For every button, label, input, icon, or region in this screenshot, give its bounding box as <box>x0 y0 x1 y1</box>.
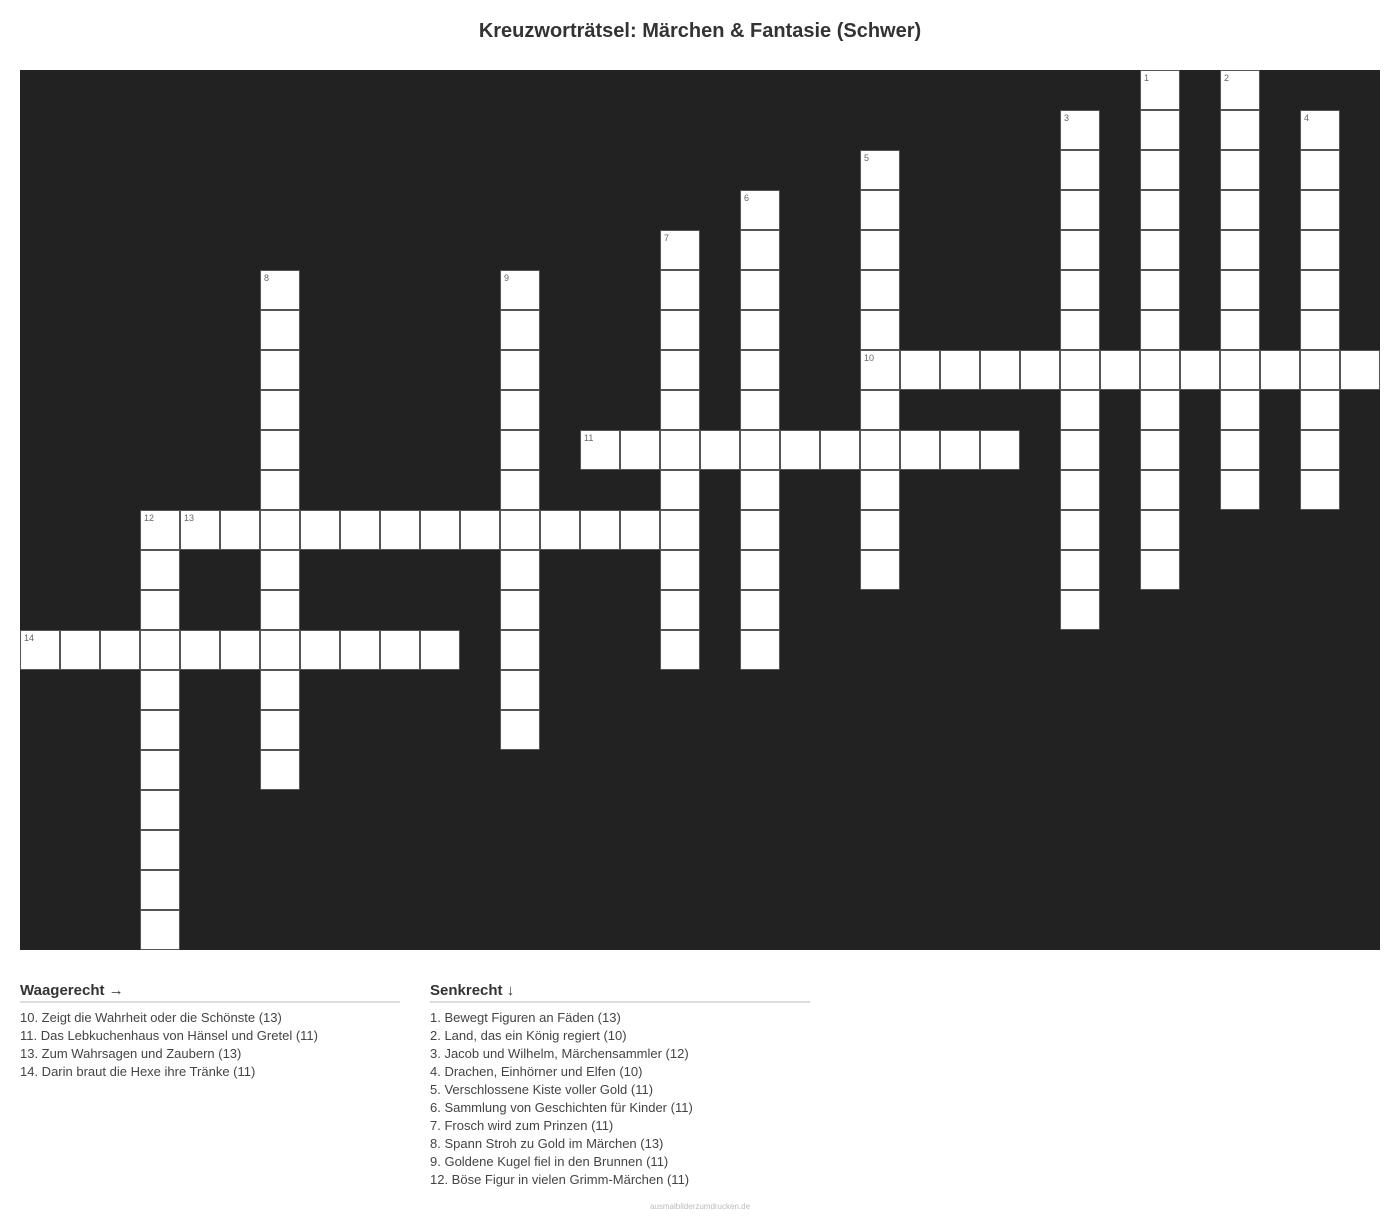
grid-cell[interactable] <box>860 430 900 470</box>
grid-cell[interactable] <box>660 470 700 510</box>
clue-number: 7 <box>664 233 670 243</box>
grid-cell[interactable] <box>1220 70 1260 110</box>
grid-cell[interactable] <box>500 350 540 390</box>
grid-cell[interactable] <box>660 430 700 470</box>
grid-cell[interactable] <box>1220 150 1260 190</box>
clue-item: 1. Bewegt Figuren an Fäden (13) <box>430 1010 621 1025</box>
grid-cell[interactable] <box>1060 110 1100 150</box>
clue-item: 11. Das Lebkuchenhaus von Hänsel und Gretel (11) <box>20 1028 318 1043</box>
grid-cell[interactable] <box>580 510 620 550</box>
grid-cell[interactable] <box>1140 550 1180 590</box>
grid-cell[interactable] <box>1220 190 1260 230</box>
grid-cell[interactable] <box>740 630 780 670</box>
grid-cell[interactable] <box>300 630 340 670</box>
clues-across-section <box>20 982 400 1081</box>
grid-cell[interactable] <box>1060 270 1100 310</box>
grid-cell[interactable] <box>1140 70 1180 110</box>
grid-cell[interactable] <box>1140 430 1180 470</box>
grid-cell[interactable] <box>620 510 660 550</box>
grid-cell[interactable] <box>1140 510 1180 550</box>
clue-item: 12. Böse Figur in vielen Grimm-Märchen (11) <box>430 1172 690 1187</box>
grid-cell[interactable] <box>1300 430 1340 470</box>
footer-credit: ausmalbilderzumdrucken.de <box>649 1202 751 1211</box>
grid-cell[interactable] <box>140 510 180 550</box>
crossword-grid <box>20 70 1380 950</box>
grid-cell[interactable] <box>1060 510 1100 550</box>
grid-cell[interactable] <box>500 430 540 470</box>
clue-number: 11 <box>584 433 594 443</box>
puzzle-title: Kreuzworträtsel: Märchen & Fantasie (Schwer) <box>478 20 922 42</box>
grid-cell[interactable] <box>260 310 300 350</box>
grid-cell[interactable] <box>940 430 980 470</box>
grid-cell[interactable] <box>1060 350 1100 390</box>
grid-cell[interactable] <box>140 710 180 750</box>
grid-cell[interactable] <box>1060 470 1100 510</box>
clue-number: 13 <box>184 513 195 523</box>
clue-number: 14 <box>24 633 35 643</box>
clue-item: 9. Goldene Kugel fiel in den Brunnen (11) <box>430 1154 669 1169</box>
grid-cell[interactable] <box>740 550 780 590</box>
grid-cell[interactable] <box>500 630 540 670</box>
clue-number: 1 <box>1144 73 1150 83</box>
grid-cell[interactable] <box>1220 310 1260 350</box>
grid-cell[interactable] <box>260 590 300 630</box>
clue-number: 3 <box>1064 113 1070 123</box>
grid-cell[interactable] <box>660 630 700 670</box>
clue-item: 13. Zum Wahrsagen und Zaubern (13) <box>20 1046 242 1061</box>
grid-cell[interactable] <box>860 550 900 590</box>
grid-cell[interactable] <box>1060 190 1100 230</box>
grid-cell[interactable] <box>260 430 300 470</box>
grid-cell[interactable] <box>740 430 780 470</box>
grid-cell[interactable] <box>1220 390 1260 430</box>
grid-cell[interactable] <box>500 710 540 750</box>
clue-number: 12 <box>144 513 155 523</box>
grid-cell[interactable] <box>220 630 260 670</box>
clues-across-list <box>20 1009 400 1081</box>
grid-cell[interactable] <box>1300 230 1340 270</box>
grid-cell[interactable] <box>740 390 780 430</box>
grid-cell[interactable] <box>1260 350 1300 390</box>
grid-cell[interactable] <box>260 550 300 590</box>
grid-cell[interactable] <box>1060 590 1100 630</box>
grid-cell[interactable] <box>180 630 220 670</box>
grid-cell[interactable] <box>1220 230 1260 270</box>
grid-cell[interactable] <box>660 510 700 550</box>
grid-cell[interactable] <box>1220 350 1260 390</box>
grid-cell[interactable] <box>1220 430 1260 470</box>
grid-cell[interactable] <box>380 510 420 550</box>
grid-cell[interactable] <box>860 510 900 550</box>
grid-cell[interactable] <box>1180 350 1220 390</box>
grid-cell[interactable] <box>860 190 900 230</box>
grid-cell[interactable] <box>500 310 540 350</box>
grid-cell[interactable] <box>580 430 620 470</box>
grid-cell[interactable] <box>740 230 780 270</box>
clues-across-heading: Waagerecht → <box>20 982 400 1003</box>
grid-cell[interactable] <box>860 230 900 270</box>
grid-cell[interactable] <box>1140 350 1180 390</box>
grid-cell[interactable] <box>1300 390 1340 430</box>
clue-number: 8 <box>264 273 270 283</box>
grid-cell[interactable] <box>260 670 300 710</box>
grid-cell[interactable] <box>860 350 900 390</box>
grid-cell[interactable] <box>900 350 940 390</box>
grid-cell[interactable] <box>1060 390 1100 430</box>
grid-cell[interactable] <box>1140 190 1180 230</box>
grid-cell[interactable] <box>860 310 900 350</box>
grid-cell[interactable] <box>1300 190 1340 230</box>
grid-cell[interactable] <box>500 510 540 550</box>
grid-cell[interactable] <box>860 390 900 430</box>
grid-cell[interactable] <box>1020 350 1060 390</box>
grid-cell[interactable] <box>860 270 900 310</box>
grid-cell[interactable] <box>1140 110 1180 150</box>
grid-cell[interactable] <box>500 590 540 630</box>
grid-cell[interactable] <box>980 350 1020 390</box>
grid-cell[interactable] <box>140 750 180 790</box>
grid-cell[interactable] <box>20 630 60 670</box>
grid-cell[interactable] <box>1100 350 1140 390</box>
clue-number: 6 <box>744 193 750 203</box>
clue-number: 5 <box>864 153 870 163</box>
grid-cell[interactable] <box>1220 110 1260 150</box>
clue-number: 9 <box>504 273 510 283</box>
grid-cell[interactable] <box>1300 310 1340 350</box>
clue-item: 4. Drachen, Einhörner und Elfen (10) <box>430 1064 643 1079</box>
grid-cell[interactable] <box>500 390 540 430</box>
grid-cell[interactable] <box>140 590 180 630</box>
grid-cell[interactable] <box>500 670 540 710</box>
clues-down-section <box>430 982 810 1189</box>
grid-cell[interactable] <box>1060 230 1100 270</box>
grid-cell[interactable] <box>1300 110 1340 150</box>
grid-cell[interactable] <box>820 430 860 470</box>
clue-item: 3. Jacob und Wilhelm, Märchensammler (12) <box>430 1046 689 1061</box>
clue-number: 10 <box>864 353 875 363</box>
grid-cell[interactable] <box>260 390 300 430</box>
grid-cell[interactable] <box>1060 430 1100 470</box>
grid-cell[interactable] <box>1340 350 1380 390</box>
grid-cell[interactable] <box>1140 310 1180 350</box>
grid-cell[interactable] <box>980 430 1020 470</box>
clue-number: 2 <box>1224 73 1230 83</box>
clue-item: 8. Spann Stroh zu Gold im Märchen (13) <box>430 1136 664 1151</box>
grid-cell[interactable] <box>180 510 220 550</box>
grid-cell[interactable] <box>1220 470 1260 510</box>
clue-item: 7. Frosch wird zum Prinzen (11) <box>430 1118 614 1133</box>
clue-item: 10. Zeigt die Wahrheit oder die Schönste (13) <box>20 1010 282 1025</box>
grid-cell[interactable] <box>500 270 540 310</box>
grid-cell[interactable] <box>540 510 580 550</box>
grid-cell[interactable] <box>380 630 420 670</box>
grid-cell[interactable] <box>860 150 900 190</box>
grid-cell[interactable] <box>140 830 180 870</box>
grid-cell[interactable] <box>460 510 500 550</box>
grid-cell[interactable] <box>140 630 180 670</box>
grid-cell[interactable] <box>660 550 700 590</box>
grid-cell[interactable] <box>1300 150 1340 190</box>
grid-cell[interactable] <box>100 630 140 670</box>
grid-cell[interactable] <box>260 510 300 550</box>
grid-cell[interactable] <box>1220 270 1260 310</box>
clue-number: 4 <box>1304 113 1310 123</box>
grid-cell[interactable] <box>900 430 940 470</box>
grid-cell[interactable] <box>660 350 700 390</box>
clues-down-heading: Senkrecht ↓ <box>430 982 810 1003</box>
grid-cell[interactable] <box>1140 270 1180 310</box>
grid-cell[interactable] <box>740 190 780 230</box>
grid-cell[interactable] <box>220 510 260 550</box>
grid-cell[interactable] <box>780 430 820 470</box>
clue-item: 14. Darin braut die Hexe ihre Tränke (11) <box>20 1064 256 1079</box>
grid-cell[interactable] <box>260 350 300 390</box>
clue-item: 6. Sammlung von Geschichten für Kinder (11) <box>430 1100 693 1115</box>
grid-cell[interactable] <box>1140 230 1180 270</box>
grid-cell[interactable] <box>260 710 300 750</box>
grid-cell[interactable] <box>1140 150 1180 190</box>
grid-cell[interactable] <box>660 390 700 430</box>
grid-cell[interactable] <box>260 630 300 670</box>
clue-item: 2. Land, das ein König regiert (10) <box>430 1028 627 1043</box>
grid-cell[interactable] <box>140 910 180 950</box>
grid-cell[interactable] <box>740 590 780 630</box>
grid-cell[interactable] <box>140 790 180 830</box>
grid-cell[interactable] <box>1060 310 1100 350</box>
grid-cell[interactable] <box>620 430 660 470</box>
grid-cell[interactable] <box>1060 150 1100 190</box>
grid-cell[interactable] <box>940 350 980 390</box>
grid-cell[interactable] <box>260 470 300 510</box>
grid-cell[interactable] <box>60 630 100 670</box>
grid-cell[interactable] <box>260 750 300 790</box>
grid-cell[interactable] <box>1300 270 1340 310</box>
grid-cell[interactable] <box>660 310 700 350</box>
grid-cell[interactable] <box>860 470 900 510</box>
grid-cell[interactable] <box>420 510 460 550</box>
grid-cell[interactable] <box>1300 470 1340 510</box>
grid-cell[interactable] <box>1300 350 1340 390</box>
grid-cell[interactable] <box>500 550 540 590</box>
grid-cell[interactable] <box>1140 470 1180 510</box>
grid-cell[interactable] <box>700 430 740 470</box>
grid-cell[interactable] <box>740 510 780 550</box>
grid-cell[interactable] <box>420 630 460 670</box>
clue-item: 5. Verschlossene Kiste voller Gold (11) <box>430 1082 654 1097</box>
grid-cell[interactable] <box>500 470 540 510</box>
grid-cell[interactable] <box>260 270 300 310</box>
grid-cell[interactable] <box>660 230 700 270</box>
grid-cell[interactable] <box>740 350 780 390</box>
grid-cell[interactable] <box>1140 390 1180 430</box>
grid-cell[interactable] <box>660 270 700 310</box>
grid-cell[interactable] <box>140 670 180 710</box>
grid-cell[interactable] <box>140 550 180 590</box>
grid-cell[interactable] <box>340 510 380 550</box>
grid-cell[interactable] <box>660 590 700 630</box>
grid-cell[interactable] <box>740 310 780 350</box>
grid-cell[interactable] <box>140 870 180 910</box>
grid-cell[interactable] <box>300 510 340 550</box>
grid-cell[interactable] <box>1060 550 1100 590</box>
grid-cell[interactable] <box>740 470 780 510</box>
grid-cell[interactable] <box>340 630 380 670</box>
grid-cell[interactable] <box>740 270 780 310</box>
clues-down-list <box>430 1009 810 1189</box>
